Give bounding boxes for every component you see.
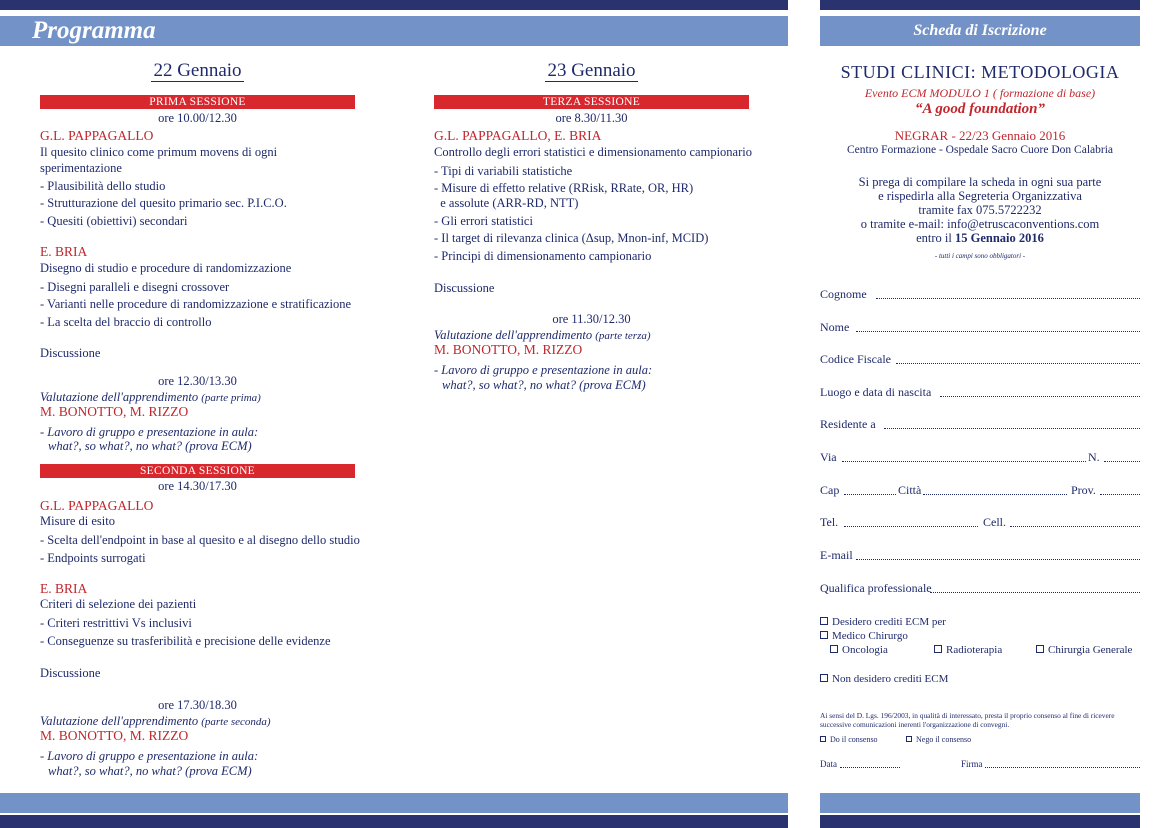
prima-time: ore 10.00/12.30 [158, 111, 237, 125]
terza-sessione-bar: TERZA SESSIONE [434, 95, 749, 109]
form-deadline: entro il 15 Gennaio 2016 [916, 231, 1044, 245]
seconda-discussione: Discussione [40, 666, 101, 680]
cap-label: Cap [820, 483, 840, 497]
terza-speaker: G.L. PAPPAGALLO, E. BRIA [434, 128, 602, 143]
terza-time: ore 8.30/11.30 [555, 111, 628, 125]
seconda-eval-speakers: M. BONOTTO, M. RIZZO [40, 728, 189, 743]
privacy-text: Ai sensi del D. Lgs. 196/2003, in qualità di interessato, presta il proprio consenso al fine di ricevere [820, 711, 1115, 720]
form-venue: Centro Formazione - Ospedale Sacro Cuore Don Calabria [846, 144, 1114, 156]
block4-speaker: E. BRIA [40, 581, 88, 596]
email-field[interactable] [856, 559, 1140, 560]
form-tagline: “A good foundation” [914, 101, 1046, 117]
block4-item: - Criteri restrittivi Vs inclusivi [40, 616, 192, 630]
consent-no-checkbox[interactable]: Nego il consenso [906, 735, 971, 744]
form-instr: tramite fax 075.5722232 [918, 203, 1042, 217]
firma-field[interactable] [985, 767, 1140, 768]
terza-item: - Principi di dimensionamento campionario [434, 249, 652, 263]
luogo-nascita-field[interactable] [940, 396, 1140, 397]
block4-item: - Conseguenze su trasferibilità e precisione delle evidenze [40, 634, 331, 648]
consent-yes-checkbox[interactable]: Do il consenso [820, 735, 878, 744]
checkbox-icon [1036, 645, 1044, 653]
checkbox-icon [830, 645, 838, 653]
qualifica-field[interactable] [930, 592, 1140, 593]
terza-title: Controllo degli errori statistici e dimensionamento campionario [434, 145, 752, 159]
chirurgia-checkbox[interactable]: Chirurgia Generale [1036, 644, 1132, 656]
terza-item: - Il target di rilevanza clinica (Δsup, Mnon-inf, MCID) [434, 231, 709, 245]
email-label: E-mail [820, 548, 853, 562]
terza-eval-line1: - Lavoro di gruppo e presentazione in aula: [434, 363, 653, 377]
form-instr: e rispedirla alla Segreteria Organizzativa [878, 189, 1082, 203]
seconda-time: ore 14.30/17.30 [158, 479, 237, 493]
via-label: Via [820, 450, 837, 464]
iscrizione-header [820, 16, 1140, 46]
terza-eval-speakers: M. BONOTTO, M. RIZZO [434, 342, 583, 357]
tel-field[interactable] [844, 526, 978, 527]
block3-item: - Scelta dell'endpoint in base al quesito e al disegno dello studio [40, 533, 360, 547]
checkbox-icon [820, 617, 828, 625]
prima-eval-line1: - Lavoro di gruppo e presentazione in aula: [40, 425, 259, 439]
seconda-eval-line2: what?, so what?, no what? (prova ECM) [48, 764, 252, 778]
checkbox-icon [820, 674, 828, 682]
block1-item: - Strutturazione del quesito primario sec. P.I.C.O. [40, 196, 287, 210]
residente-field[interactable] [884, 428, 1140, 429]
form-instr: Si prega di compilare la scheda in ogni sua parte [858, 175, 1102, 189]
cognome-label: Cognome [820, 287, 867, 301]
prov-field[interactable] [1100, 494, 1140, 495]
numero-label: N. [1088, 450, 1100, 464]
terza-item: - Gli errori statistici [434, 214, 533, 228]
seconda-eval-time: ore 17.30/18.30 [158, 698, 237, 712]
terza-eval-title: Valutazione dell'apprendimento (parte terza) [434, 328, 651, 342]
data-label: Data [820, 759, 837, 769]
terza-item: - Tipi di variabili statistiche [434, 164, 573, 178]
checkbox-icon [934, 645, 942, 653]
block2-item: - Disegni paralleli e disegni crossover [40, 280, 230, 294]
block2-item: - Varianti nelle procedure di randomizzazione e stratificazione [40, 297, 352, 311]
block3-speaker: G.L. PAPPAGALLO [40, 498, 154, 513]
block3-title: Misure di esito [40, 514, 115, 528]
block1-speaker: G.L. PAPPAGALLO [40, 128, 154, 143]
terza-eval-line2: what?, so what?, no what? (prova ECM) [442, 378, 646, 392]
form-instr-email: o tramite e-mail: info@etruscaconventions.com [860, 217, 1100, 231]
form-subtitle: Evento ECM MODULO 1 ( formazione di base) [864, 86, 1096, 100]
block1-title: Il quesito clinico come primum movens di ogni [40, 145, 278, 159]
nome-field[interactable] [856, 331, 1140, 332]
data-field[interactable] [840, 767, 900, 768]
terza-item: - Misure di effetto relative (RRisk, RRate, OR, HR) [434, 181, 694, 195]
block1-title-cont: sperimentazione [40, 161, 122, 175]
form-location: NEGRAR - 22/23 Gennaio 2016 [894, 128, 1066, 143]
via-field[interactable] [842, 461, 1086, 462]
programma-header [0, 16, 788, 46]
cell-field[interactable] [1010, 526, 1140, 527]
seconda-eval-title: Valutazione dell'apprendimento (parte seconda) [40, 714, 271, 728]
terza-eval-time: ore 11.30/12.30 [552, 312, 631, 326]
seconda-sessione-bar: SECONDA SESSIONE [40, 464, 355, 478]
firma-label: Firma [961, 759, 983, 769]
day1-date: 22 Gennaio [153, 60, 242, 81]
block3-item: - Endpoints surrogati [40, 551, 146, 565]
block2-speaker: E. BRIA [40, 244, 88, 259]
terza-item: e assolute (ARR-RD, NTT) [434, 196, 579, 210]
terza-discussione: Discussione [434, 281, 495, 295]
block2-title: Disegno di studio e procedure di randomizzazione [40, 261, 292, 275]
block1-item: - Quesiti (obiettivi) secondari [40, 214, 188, 228]
form-title: STUDI CLINICI: METODOLOGIA [840, 62, 1120, 82]
medico-checkbox[interactable]: Medico Chirurgo [820, 630, 908, 642]
radioterapia-checkbox[interactable]: Radioterapia [934, 644, 1002, 656]
block2-item: - La scelta del braccio di controllo [40, 315, 212, 329]
block4-title: Criteri di selezione dei pazienti [40, 597, 197, 611]
iscrizione-title: Scheda di Iscrizione [913, 22, 1047, 39]
oncologia-checkbox[interactable]: Oncologia [830, 644, 888, 656]
luogo-nascita-label: Luogo e data di nascita [820, 385, 932, 399]
nome-label: Nome [820, 320, 850, 334]
codice-fiscale-field[interactable] [896, 363, 1140, 364]
citta-label: Città [898, 483, 922, 497]
citta-field[interactable] [923, 494, 1067, 495]
ecm-no-checkbox[interactable]: Non desidero crediti ECM [820, 673, 948, 685]
day2-date: 23 Gennaio [547, 60, 636, 81]
form-note: - tutti i campi sono obbligatori - [934, 252, 1026, 260]
prima-eval-speakers: M. BONOTTO, M. RIZZO [40, 404, 189, 419]
prima-eval-title: Valutazione dell'apprendimento (parte prima) [40, 390, 261, 404]
cognome-field[interactable] [876, 298, 1140, 299]
seconda-eval-line1: - Lavoro di gruppo e presentazione in aula: [40, 749, 259, 763]
tel-label: Tel. [820, 515, 839, 529]
bottom-band-left-light [0, 793, 788, 813]
checkbox-icon [820, 736, 826, 742]
codice-fiscale-label: Codice Fiscale [820, 352, 891, 366]
prima-eval-time: ore 12.30/13.30 [158, 374, 237, 388]
top-band-left [0, 0, 788, 10]
programma-title: Programma [32, 17, 156, 44]
privacy-text: successive comunicazioni inerenti l'organizzazione di convegni. [820, 720, 1010, 729]
qualifica-label: Qualifica professionale [820, 581, 932, 595]
prima-eval-line2: what?, so what?, no what? (prova ECM) [48, 439, 252, 453]
top-band-right [820, 0, 1140, 10]
bottom-band-right-dark [820, 815, 1140, 828]
prima-sessione-bar: PRIMA SESSIONE [40, 95, 355, 109]
checkbox-icon [906, 736, 912, 742]
prima-discussione: Discussione [40, 346, 101, 360]
numero-field[interactable] [1104, 461, 1140, 462]
cap-field[interactable] [844, 494, 896, 495]
ecm-yes-checkbox[interactable]: Desidero crediti ECM per [820, 616, 946, 628]
prov-label: Prov. [1071, 483, 1096, 497]
cell-label: Cell. [983, 515, 1006, 529]
bottom-band-right-light [820, 793, 1140, 813]
residente-label: Residente a [820, 417, 876, 431]
block1-item: - Plausibilità dello studio [40, 179, 166, 193]
bottom-band-left-dark [0, 815, 788, 828]
checkbox-icon [820, 631, 828, 639]
